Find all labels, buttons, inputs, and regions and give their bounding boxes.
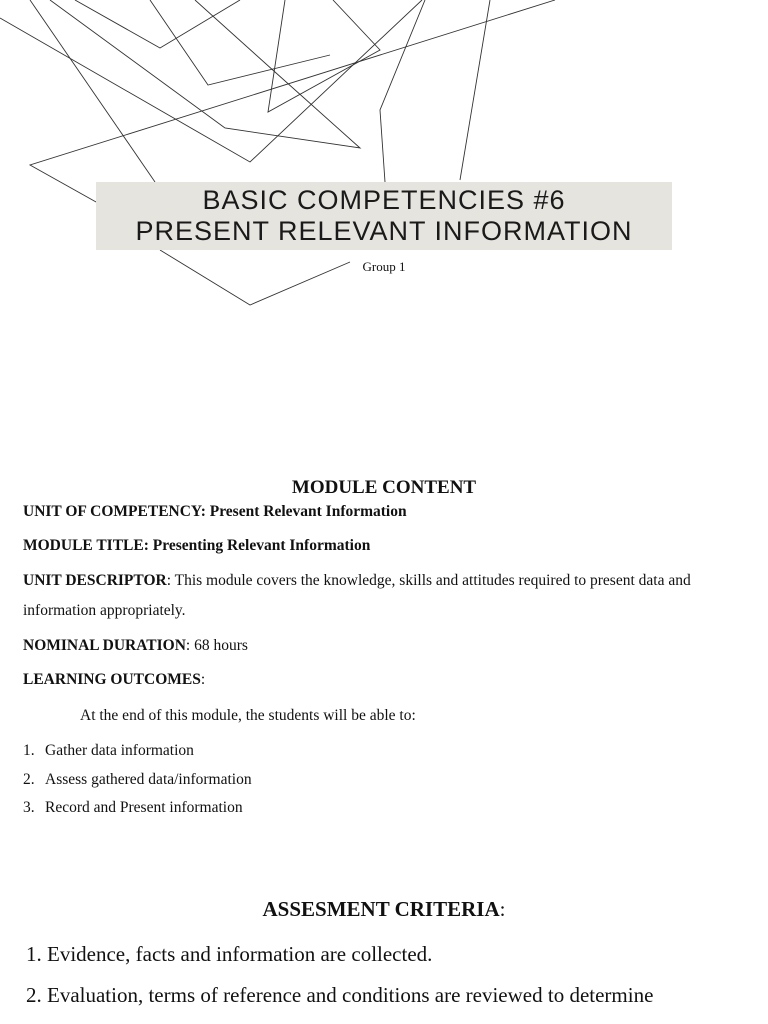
list-item-number: 1.: [23, 742, 35, 759]
unit-descriptor-text: : This module covers the knowledge, skills and attitudes required to present data and information appropriately.: [23, 572, 691, 619]
criteria-number: 2.: [26, 983, 42, 1007]
module-content-heading: MODULE CONTENT: [291, 477, 477, 498]
subtitle: Group 1: [362, 259, 406, 274]
title-box: [96, 182, 672, 250]
criteria-item: [26, 983, 653, 1008]
list-item: [23, 799, 243, 817]
nominal-duration-label: NOMINAL DURATION: [23, 637, 186, 654]
learning-outcomes-colon: :: [200, 671, 206, 688]
assessment-criteria-heading: [0, 897, 768, 922]
assessment-heading-text: ASSESMENT CRITERIA: [262, 897, 500, 921]
module-title: MODULE TITLE: Presenting Relevant Information: [23, 537, 371, 554]
unit-descriptor: [23, 566, 743, 626]
list-item-number: 3.: [23, 799, 35, 816]
outcomes-intro: At the end of this module, the students will be able to:: [80, 707, 416, 724]
learning-outcomes: [23, 665, 205, 695]
assessment-heading-colon: :: [499, 897, 506, 921]
title-line-2: PRESENT RELEVANT INFORMATION: [135, 216, 633, 246]
list-item-number: 2.: [23, 771, 35, 788]
title-line-1: BASIC COMPETENCIES #6: [202, 185, 566, 215]
list-item: [23, 742, 194, 760]
unit-of-competency: UNIT OF COMPETENCY: Present Relevant Information: [23, 503, 407, 520]
criteria-number: 1.: [26, 942, 42, 966]
learning-outcomes-label: LEARNING OUTCOMES: [23, 671, 201, 688]
criteria-item: [26, 942, 432, 967]
list-item: [23, 771, 252, 789]
criteria-text: Evidence, facts and information are collected.: [47, 942, 433, 966]
nominal-duration: [23, 631, 248, 661]
criteria-text: Evaluation, terms of reference and conditions are reviewed to determine: [47, 983, 654, 1007]
list-item-text: Assess gathered data/information: [45, 771, 252, 788]
nominal-duration-text: : 68 hours: [185, 637, 248, 654]
list-item-text: Record and Present information: [45, 799, 243, 816]
unit-descriptor-label: UNIT DESCRIPTOR: [23, 572, 167, 589]
list-item-text: Gather data information: [45, 742, 194, 759]
